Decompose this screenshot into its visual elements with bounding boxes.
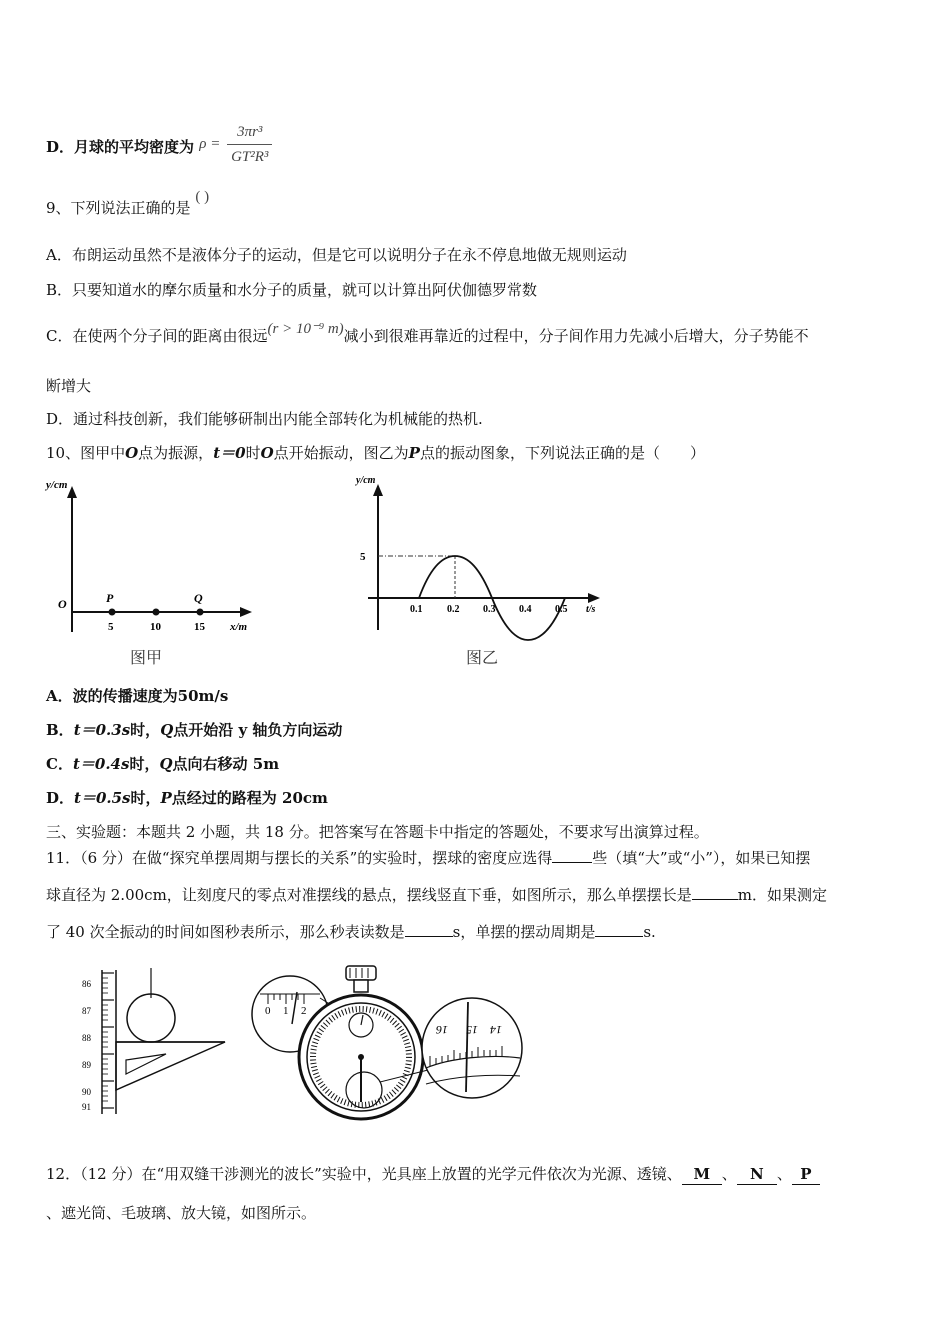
small-dial-1: 1 <box>283 1005 289 1017</box>
fig2-tlabel: t/s <box>586 604 596 615</box>
q11-line-3: 了 40 次全振动的时间如图秒表所示，那么秒表读数是 s，单摆的摆动周期是 s. <box>46 923 656 941</box>
stopwatch-figure <box>250 962 525 1132</box>
small-dial-2: 2 <box>301 1005 307 1017</box>
fig2-amplitude-label: 5 <box>360 551 366 563</box>
stopwatch-stem <box>354 980 368 992</box>
caption-jia: 图甲 <box>130 648 163 667</box>
tick-0.2: 0.2 <box>447 604 460 615</box>
figure-jia-wave <box>40 472 270 642</box>
ruler-pendulum-figure <box>70 968 235 1118</box>
large-dial-16: 16 <box>436 1023 448 1037</box>
label-q: Q <box>194 591 203 605</box>
point-10 <box>153 609 160 616</box>
section-3-heading: 三、实验题：本题共 2 小题，共 18 分。把答案写在答题卡中指定的答题处，不要求写出演算过程。 <box>46 823 709 841</box>
large-dial-15: 15 <box>466 1023 478 1037</box>
set-square <box>116 1042 225 1090</box>
density-formula: ρ = $\frac{\text{3πr³}}{\text{GT²R³}}$ <box>199 136 272 152</box>
q10-option-a: A．波的传播速度为50m/s <box>46 687 229 705</box>
q10-option-c: C．t＝0.4s时，Q点向右移动 5m <box>46 755 280 773</box>
tick-0.5: 0.5 <box>555 604 568 615</box>
blank-period <box>595 936 643 937</box>
label-p: P <box>106 591 114 605</box>
pendulum-ball <box>127 994 175 1042</box>
blank-density <box>552 862 592 863</box>
ruler-91: 91 <box>82 1102 91 1112</box>
q11-line-2: 球直径为 2.00cm，让刻度尺的零点对准摆线的悬点，摆线竖直下垂，如图所示，那么单摆摆长是 m．如果测定 <box>46 886 828 904</box>
blank-p: P <box>792 1164 820 1185</box>
tick-0.3: 0.3 <box>483 604 496 615</box>
tick-0.4: 0.4 <box>519 604 532 615</box>
fig2-ylabel: y/cm <box>356 475 376 486</box>
fig1-y-arrow <box>67 486 77 498</box>
tick-0.1: 0.1 <box>410 604 423 615</box>
tick-10: 10 <box>150 621 161 633</box>
q9-option-d: D．通过科技创新，我们能够研制出内能全部转化为机械能的热机. <box>46 410 483 428</box>
hand-pivot <box>358 1054 364 1060</box>
ruler-87: 87 <box>82 1006 91 1016</box>
blank-length <box>692 899 738 900</box>
q8-option-d: D．月球的平均密度为 ρ = $\frac{\text{3πr³}}{\text{GT²R³}}$ <box>46 126 272 171</box>
ruler-88: 88 <box>82 1033 91 1043</box>
blank-n: N <box>737 1164 777 1185</box>
ruler-89: 89 <box>82 1060 91 1070</box>
fig1-x-arrow <box>240 607 252 617</box>
tick-5: 5 <box>108 621 114 633</box>
caption-yi: 图乙 <box>466 648 499 667</box>
blank-stopwatch <box>405 936 453 937</box>
q9-option-c-cont: 断增大 <box>46 377 92 395</box>
q10-option-b: B．t＝0.3s时，Q点开始沿 y 轴负方向运动 <box>46 721 343 739</box>
tick-15: 15 <box>194 621 205 633</box>
ruler-86: 86 <box>82 979 91 989</box>
point-q <box>197 609 204 616</box>
q10-option-d: D．t＝0.5s时，P点经过的路程为 20cm <box>46 789 328 807</box>
q12-line-2: 、遮光筒、毛玻璃、放大镜，如图所示。 <box>46 1204 317 1222</box>
q9-option-c: C．在使两个分子间的距离由很远(r > 10⁻⁹ m)减小到很难再靠近的过程中，分子间作用力先减小后增大，分子势能不 <box>46 321 809 345</box>
small-dial-0: 0 <box>265 1005 271 1017</box>
figure-yi-vibration <box>352 470 607 645</box>
q9-stem: 9、下列说法正确的是 ( ) <box>46 189 210 217</box>
point-p <box>109 609 116 616</box>
fig2-t-arrow <box>588 593 600 603</box>
blank-m: M <box>682 1164 722 1185</box>
q9-option-a: A．布朗运动虽然不是液体分子的运动，但是它可以说明分子在永不停息地做无规则运动 <box>46 246 627 264</box>
large-dial-14: 14 <box>490 1023 502 1037</box>
fig1-ylabel: y/cm <box>46 479 68 491</box>
fig1-origin: O <box>58 597 67 611</box>
large-dial-magnifier <box>422 998 522 1098</box>
q12-line-1: 12．（12 分）在“用双缝干涉测光的波长”实验中，光具座上放置的光学元件依次为光源、透镜、 M 、 N 、 P <box>46 1164 820 1185</box>
q11-line-1: 11．（6 分）在做“探究单摆周期与摆长的关系”的实验时，摆球的密度应选得 些（填“大”或“小”），如果已知摆 <box>46 849 811 867</box>
q10-stem: 10、图甲中O点为振源，t＝0时O点开始振动，图乙为P点的振动图象，下列说法正确的是（ ） <box>46 444 705 462</box>
ruler-minor-ticks <box>102 978 108 1101</box>
fig1-xlabel: x/m <box>230 621 248 633</box>
q9-option-b: B．只要知道水的摩尔质量和水分子的质量，就可以计算出阿伏伽德罗常数 <box>46 281 538 299</box>
ruler-90: 90 <box>82 1087 91 1097</box>
